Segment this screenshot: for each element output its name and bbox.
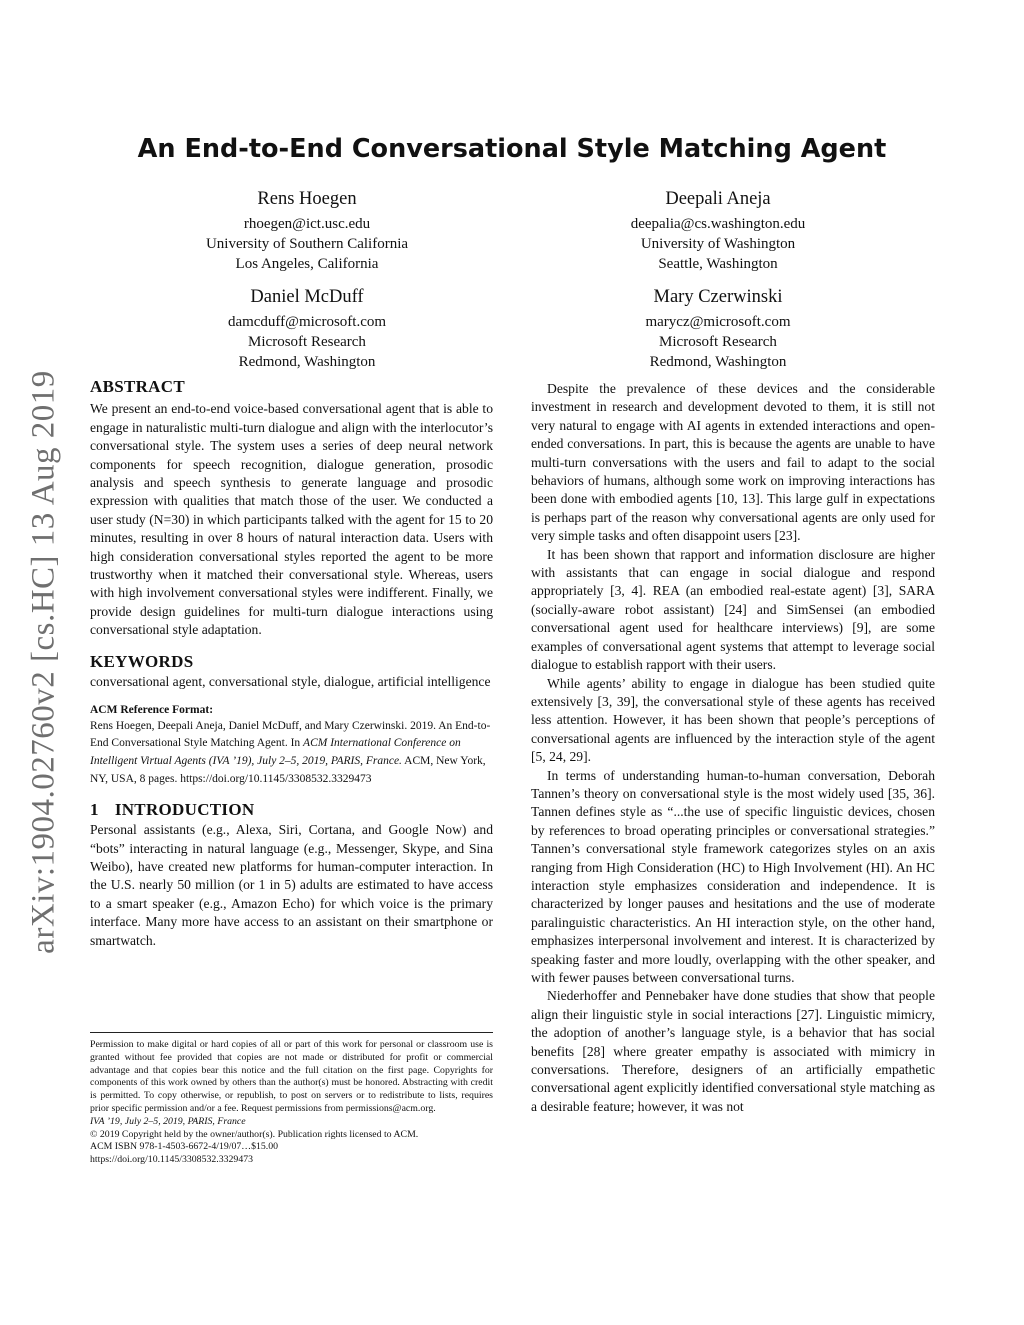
acm-reference-authors: Rens Hoegen, Deepali Aneja, Daniel McDuff, and Mary Czerwinski. 2019. An End-to-End Conversational Style Matching Agent. In [90, 719, 491, 750]
author-block-2 [558, 186, 878, 274]
section-title: INTRODUCTION [114, 799, 255, 819]
author-block-1 [147, 186, 467, 274]
copyright-notice: © 2019 Copyright held by the owner/author(s). Publication rights licensed to ACM. [90, 1128, 419, 1140]
author-location: Redmond, Washington [238, 354, 376, 370]
body-paragraph: In terms of understanding human-to-human conversation, Deborah Tannen’s theory on conversational style is the most widely used [35, 36]. Tannen defines style as “...the use of specific linguistic devices, chosen by references to broad operating principles or conversational strategies.” Tannen’s conversational style framework categorizes styles on an axis ranging from High Consideration (HC) to High Involvement (HI). An HC interaction style emphasizes consideration and independence. It is characterized by longer pauses and hesitations and the use of moderate paralinguistic characteristics. An HI interaction style, on the other hand, emphasizes interpersonal involvement and interest. It is characterized by speaking faster and more loudly, overlapping with the other speaker, and with fewer pauses between conversational turns. [531, 767, 935, 985]
doi-link[interactable]: https://doi.org/10.1145/3308532.3329473 [90, 1154, 254, 1166]
body-paragraph: Despite the prevalence of these devices and the considerable investment in research and development devoted to them, it is still not very natural to engage with AI agents in extended interactions and open-ended conversations. In part, this is because the agents are unable to have multi-turn conversations with the users and fail to adapt to the social behaviors of humans, although some work on improving interactions has been done with embodied agents [10, 13]. This large gulf in expectations is perhaps part of the reason why conversational agents are only used for very simple tasks and often disappoint users [23]. [531, 381, 935, 544]
section-number: 1 [90, 799, 99, 819]
copyright-footnote [90, 1032, 493, 1167]
introduction-heading [90, 801, 493, 819]
author-email: marycz@microsoft.com [645, 314, 791, 330]
author-name: Daniel McDuff [250, 287, 364, 307]
author-location: Redmond, Washington [649, 354, 787, 370]
left-column [90, 378, 493, 950]
abstract-text: We present an end-to-end voice-based conversational agent that is able to engage in naturalistic multi-turn dialogue and align with the interlocutor’s conversational style. The system uses a series of deep neural network components for speech recognition, dialogue generation, prosodic analysis and speech synthesis to generate language and prosodic expression with qualities that match those of the user. We conducted a user study (N=30) in which participants talked with the agent for 15 to 20 minutes, resulting in over 8 hours of natural interaction data. Users with high consideration conversational styles reported the agent to be more trustworthy when it matched their conversational style. Whereas, users with high involvement conversational styles were indifferent. Finally, we provide design guidelines for multi-turn dialogue interactions using conversational style adaptation. [90, 401, 493, 638]
introduction-text: Personal assistants (e.g., Alexa, Siri, Cortana, and Google Now) and “bots” interacting in natural language (e.g., Messenger, Skype, and Sina Weibo), have created new platforms for human-computer interaction. In the U.S. nearly 50 million (or 1 in 5) adults are estimated to have access to a smart speaker (e.g., Amazon Echo) for which voice is the primary interface. Many more have access to an assistant on their smartphone or smartwatch. [90, 822, 493, 948]
author-email: rhoegen@ict.usc.edu [243, 216, 371, 232]
author-affiliation: University of Washington [640, 236, 796, 252]
author-location: Seattle, Washington [658, 256, 778, 272]
keywords-text: conversational agent, conversational style, dialogue, artificial intelligence [90, 674, 491, 690]
author-name: Mary Czerwinski [653, 287, 783, 307]
acm-reference-heading: ACM Reference Format: [90, 703, 214, 716]
acm-reference-text [90, 718, 493, 789]
author-block-3 [147, 284, 467, 372]
author-email: damcduff@microsoft.com [227, 314, 387, 330]
author-name: Deepali Aneja [665, 189, 771, 209]
isbn: ACM ISBN 978-1-4503-6672-4/19/07…$15.00 [90, 1141, 279, 1153]
keywords-heading: KEYWORDS [90, 651, 194, 671]
acm-reference-venue: ACM International Conference on Intelligent Virtual Agents (IVA ’19), July 2–5, 2019, PARIS, France. [90, 737, 461, 768]
permission-notice: Permission to make digital or hard copies of all or part of this work for personal or classroom use is granted without fee provided that copies are not made or distributed for profit or commercial advantage and that copies bear this notice and the full citation on the first page. Copyrights for components of this work owned by others than the author(s) must be honored. Abstracting with credit is permitted. To copy otherwise, or republish, to post on servers or to redistribute to lists, requires prior specific permission and/or a fee. Request permissions from permissions@acm.org. [90, 1039, 493, 1114]
right-column [531, 380, 935, 1116]
author-affiliation: Microsoft Research [659, 334, 777, 350]
body-paragraph: Niederhoffer and Pennebaker have done studies that show that people align their linguistic style in social interactions [27]. Linguistic mimicry, the adoption of another’s language style, is a behavior that has social benefits [28] where greater empathy is associated with mimicry in conversations. Therefore, designers of an artificially empathetic conversational agent explicitly identified conversational style matching as a desirable feature; however, it was not [531, 988, 935, 1114]
body-paragraph: It has been shown that rapport and information disclosure are higher with assistants that can engage in social dialogue and respond appropriately [3, 4]. REA (an embodied real-estate agent) [3], SARA (socially-aware robot assistant) [24] and SimSensei (an embodied conversational agent used for healthcare interviews) [9], are some examples of conversational agent systems that attempt to leverage social dialogue to establish rapport with their users. [531, 546, 935, 673]
author-name: Rens Hoegen [257, 189, 357, 209]
author-affiliation: Microsoft Research [248, 334, 366, 350]
paper-title: An End-to-End Conversational Style Matching Agent [137, 134, 887, 164]
author-email: deepalia@cs.washington.edu [630, 216, 806, 232]
body-paragraph: While agents’ ability to engage in dialogue has been studied quite extensively [3, 39], the conversational style of these agents has received less attention. However, it has been shown that people’s perceptions of conversational agents are influenced by the interaction style of the agent [5, 24, 29]. [531, 675, 935, 765]
acm-reference-rest: ACM, New York, NY, USA, 8 pages. https://doi.org/10.1145/3308532.3329473 [90, 755, 486, 785]
abstract-heading: ABSTRACT [90, 377, 185, 396]
author-location: Los Angeles, California [235, 256, 379, 272]
author-affiliation: University of Southern California [205, 236, 409, 252]
author-block-4 [558, 284, 878, 372]
conference-venue: IVA ’19, July 2–5, 2019, PARIS, France [90, 1115, 246, 1127]
